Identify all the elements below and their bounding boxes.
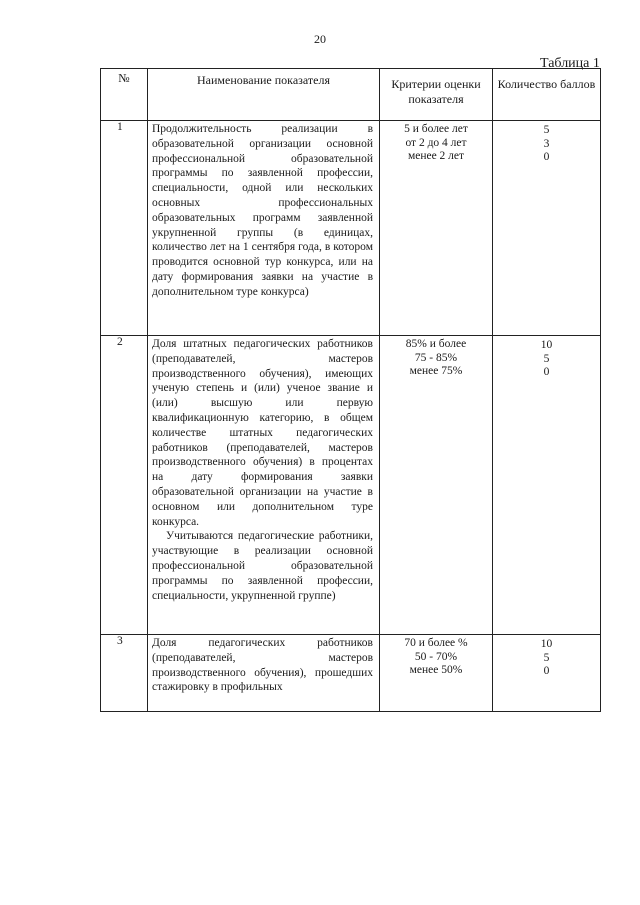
score-cell bbox=[493, 336, 601, 635]
score-value: 10 bbox=[540, 339, 553, 351]
criteria-value: от 2 до 4 лет bbox=[405, 136, 467, 149]
indicator-paragraph: Доля педагогических работников (преподавателей, мастеров производственного обучения), прошедших стажировку в профильных bbox=[152, 637, 373, 694]
score-value: 5 bbox=[543, 651, 550, 664]
row-number: 3 bbox=[101, 635, 148, 712]
criteria-value: 5 и более лет bbox=[404, 123, 468, 135]
indicator-paragraph: Доля штатных педагогических работников (преподавателей, мастеров производственного обучения), имеющих ученую степень и (или) ученое звание и (или) высшую или первую квалификационную категорию, в общем количестве штатных педагогических работников (преподавателей, мастеров производственного обучения) в процентах на дату формирования заявки образовательной организации на участие в основном или дополнительном туре конкурса. bbox=[152, 338, 373, 528]
table-row bbox=[101, 121, 601, 336]
criteria-value: менее 2 лет bbox=[407, 150, 465, 162]
table-header-row bbox=[101, 69, 601, 121]
criteria-value: 70 и более % bbox=[404, 637, 468, 649]
score-value: 5 bbox=[543, 124, 550, 136]
indicator-paragraph: Продолжительность реализации в образовательной организации основной профессиональной образовательной программы по заявленной профессии, специальности, одной или нескольких основных профессиональных образовательных программ заявленной укрупненной группы (в единицах, количество лет на 1 сентября года, в котором проводится основной тур конкурса, или на дату формирования заявки на участие в дополнительном туре конкурса) bbox=[152, 123, 373, 298]
row-number: 2 bbox=[101, 336, 148, 635]
score-value: 0 bbox=[543, 665, 550, 677]
score-value: 10 bbox=[540, 638, 553, 650]
criteria-cell bbox=[380, 336, 493, 635]
criteria-cell bbox=[380, 121, 493, 336]
criteria-cell bbox=[380, 635, 493, 712]
header-criteria: Критерии оценки показателя bbox=[380, 69, 493, 121]
indicator-name bbox=[148, 635, 380, 712]
table-caption: Таблица 1 bbox=[540, 56, 600, 71]
indicator-name bbox=[148, 336, 380, 635]
header-number: № bbox=[101, 69, 148, 121]
score-value: 0 bbox=[543, 366, 550, 378]
criteria-value: менее 50% bbox=[409, 664, 463, 676]
criteria-value: 75 - 85% bbox=[414, 351, 458, 364]
criteria-value: 85% и более bbox=[405, 338, 467, 350]
indicator-paragraph: Учитываются педагогические работники, участвующие в реализации основной профессиональной образовательной программы по заявленной профессии, специальности, укрупненной группе) bbox=[152, 530, 373, 602]
score-cell bbox=[493, 121, 601, 336]
score-cell bbox=[493, 635, 601, 712]
table-row bbox=[101, 635, 601, 712]
header-score: Количество баллов bbox=[493, 69, 601, 121]
header-indicator-name: Наименование показателя bbox=[148, 69, 380, 121]
page-number: 20 bbox=[314, 32, 326, 46]
table-row bbox=[101, 336, 601, 635]
row-number: 1 bbox=[101, 121, 148, 336]
criteria-value: 50 - 70% bbox=[414, 650, 458, 663]
score-value: 3 bbox=[543, 137, 550, 150]
indicator-name bbox=[148, 121, 380, 336]
score-value: 0 bbox=[543, 151, 550, 163]
score-value: 5 bbox=[543, 352, 550, 365]
criteria-table bbox=[100, 68, 601, 712]
criteria-value: менее 75% bbox=[409, 365, 463, 377]
